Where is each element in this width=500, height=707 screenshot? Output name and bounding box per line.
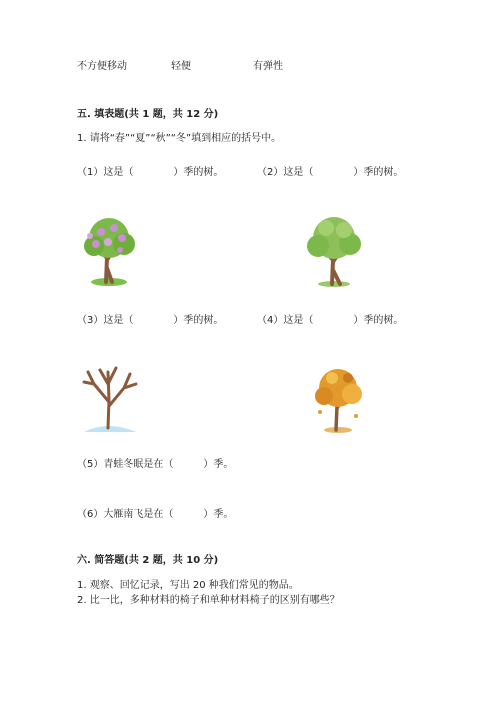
question-item-4: （4）这是（ ）季的树。 xyxy=(257,315,404,326)
question-item-3: （3）这是（ ）季的树。 xyxy=(77,315,224,326)
option-text-3: 有弹性 xyxy=(253,61,283,72)
question-item-2: （2）这是（ ）季的树。 xyxy=(257,167,404,178)
summer-tree-icon xyxy=(300,212,366,290)
short-answer-question-1: 1. 观察、回忆记录，写出 20 种我们常见的物品。 xyxy=(77,580,299,591)
short-answer-question-2: 2. 比一比，多种材料的椅子和单种材料椅子的区别有哪些？ xyxy=(77,595,340,606)
question-item-5: （5）青蛙冬眠是在（ ）季。 xyxy=(77,459,234,470)
option-text-2: 轻便 xyxy=(171,61,191,72)
section-heading-short-answer: 六. 简答题(共 2 题，共 10 分) xyxy=(77,555,219,566)
spring-tree-icon xyxy=(76,212,142,290)
option-text-1: 不方便移动 xyxy=(77,61,127,72)
section-heading-fill-table: 五. 填表题(共 1 题，共 12 分) xyxy=(77,109,219,120)
question-item-1: （1）这是（ ）季的树。 xyxy=(77,167,224,178)
question-instruction: 1. 请将“春”“夏”“秋”“冬”填到相应的括号中。 xyxy=(77,133,282,144)
winter-tree-icon xyxy=(78,362,140,436)
question-item-6: （6）大雁南飞是在（ ）季。 xyxy=(77,509,234,520)
autumn-tree-icon xyxy=(308,362,368,436)
